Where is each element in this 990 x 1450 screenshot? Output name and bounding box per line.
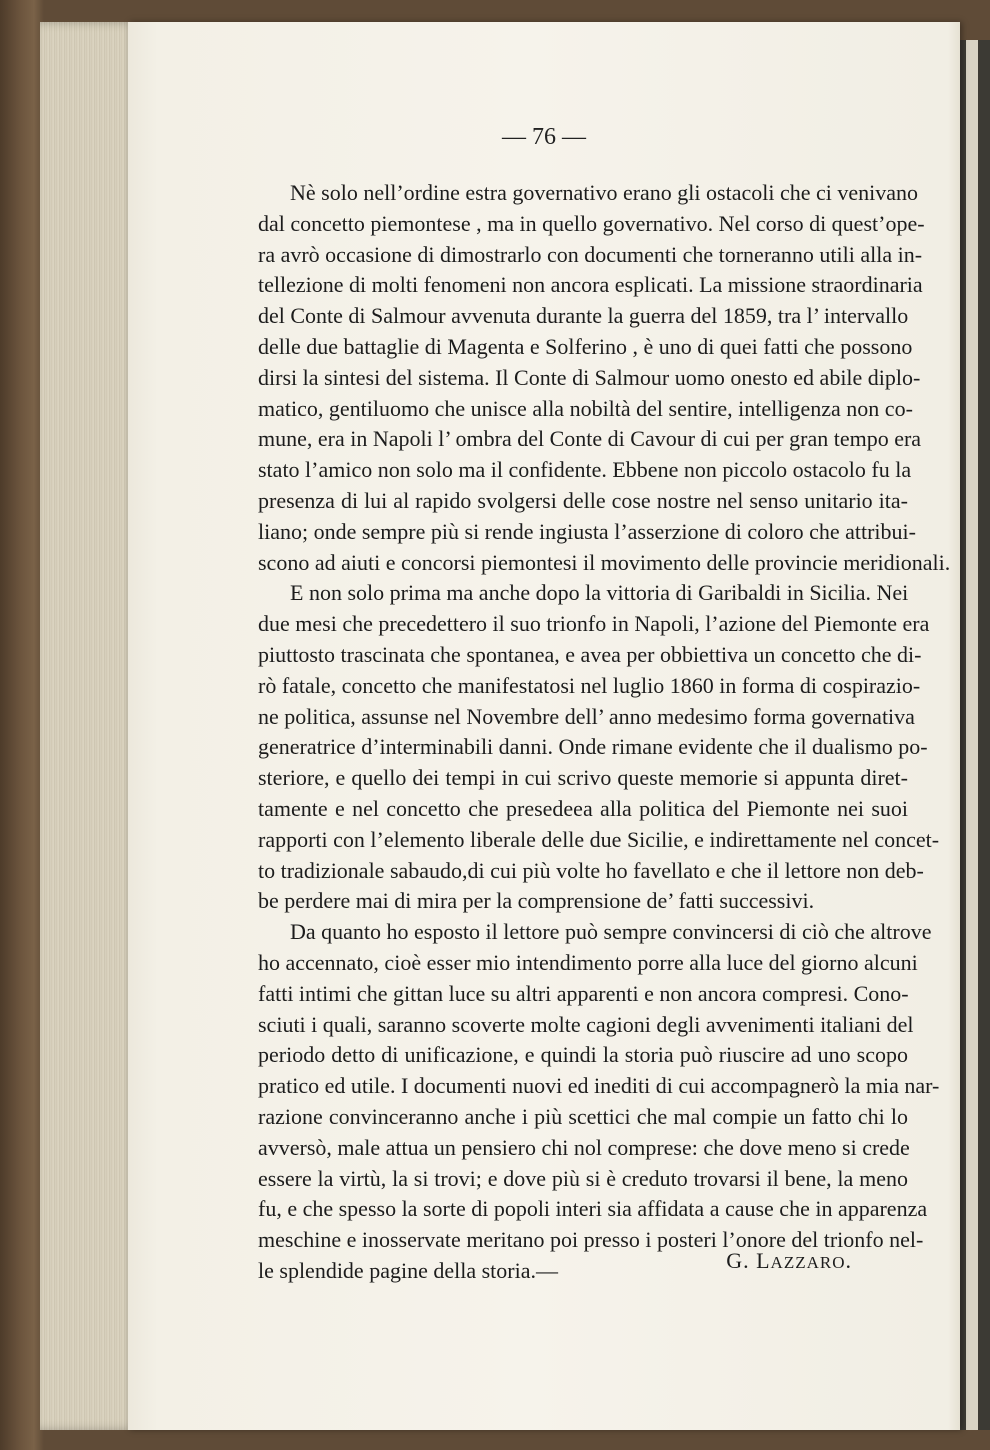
text-line: be perdere mai di mira per la comprensione de’ fatti successivi. [258,888,815,914]
paragraph [258,917,940,1287]
page-number: — 76 — [502,124,586,150]
signature-trailing: . [845,1248,852,1273]
text-line: fu, e che spesso la sorte di popoli interi sia affidata a cause che in apparenza [258,1196,928,1222]
text-line: ho accennato, cioè esser mio intendimento porre alla luce del giorno alcuni [258,949,918,975]
text-line: le splendide pagine della storia.— [258,1257,558,1283]
text-line: essere la virtù, la si trovi; e dove più si è creduto trovarsi il bene, la meno [258,1165,908,1191]
book-page [128,22,960,1430]
text-line: E non solo prima ma anche dopo la vittoria di Garibaldi in Sicilia. Nei [290,580,909,606]
text-line: rò fatale, concetto che manifestatosi nel luglio 1860 in forma di cospirazio- [258,672,921,698]
author-signature [726,1248,852,1274]
text-line: to tradizionale sabaudo,di cui più volte ho favellato e che il lettore non deb- [258,857,924,883]
text-line: tellezione di molti fenomeni non ancora esplicati. La missione straordinaria [258,272,923,298]
text-line: pratico ed utile. I documenti nuovi ed inediti di cui accompagnerò la mia nar- [258,1073,940,1099]
text-line: Nè solo nell’ordine estra governativo erano gli ostacoli che ci venivano [290,180,919,205]
text-line: stato l’amico non solo ma il confidente. Ebbene non piccolo ostacolo fu la [258,457,912,483]
text-line: due mesi che precedettero il suo trionfo in Napoli, l’azione del Piemonte era [258,611,930,637]
text-line: steriore, e quello dei tempi in cui scrivo queste memorie si appunta diret- [258,765,908,791]
signature-surname-first: L [756,1248,771,1273]
right-cover [960,40,990,1430]
paragraph [258,178,951,578]
text-line: presenza di lui al rapido svolgersi delle cose nostre nel senso unitario ita- [258,487,908,513]
signature-surname-rest: AZZARO [770,1253,846,1272]
text-line: mune, era in Napoli l’ ombra del Conte di Cavour di cui per gran tempo era [258,426,922,452]
text-line: fatti intimi che gittan luce su altri apparenti e non ancora compresi. Cono- [258,980,909,1006]
body-text [258,178,951,1287]
text-line: avversò, male attua un pensiero chi nol comprese: che dove meno si crede [258,1134,910,1160]
text-line: meschine e inosservate meritano poi presso i posteri l’onore del trionfo nel- [258,1227,924,1253]
text-line: sciuti i quali, saranno scoverte molte cagioni degli avvenimenti italiani del [258,1011,914,1037]
text-line: generatrice d’interminabili danni. Onde rimane evidente che il dualismo po- [258,734,928,760]
cover-strip [966,40,978,1430]
text-line: piuttosto trascinata che spontanea, e avea per obbiettiva un concetto che di- [258,641,922,667]
page-stack-edge [40,22,140,1430]
text-line: rapporti con l’elemento liberale delle due Sicilie, e indirettamente nel concet- [258,826,940,852]
text-line: tamente e nel concetto che presedeea alla politica del Piemonte nei suoi [258,795,908,821]
text-line: matico, gentiluomo che unisce alla nobiltà del sentire, intelligenza non co- [258,395,913,421]
text-line: del Conte di Salmour avvenuta durante la guerra del 1859, tra l’ intervallo [258,303,909,329]
text-line: ra avrò occasione di dimostrarlo con documenti che torneranno utili alla in- [258,241,923,267]
text-line: dirsi la sintesi del sistema. Il Conte di Salmour uomo onesto ed abile diplo- [258,364,921,390]
text-line: delle due battaglie di Magenta e Solferino , è uno di quei fatti che possono [258,333,913,359]
text-line: periodo detto di unificazione, e quindi la storia può riuscire ad uno scopo [258,1042,908,1068]
text-line: Da quanto ho esposto il lettore può sempre convincersi di ciò che altrove [290,919,932,945]
text-line: scono ad aiuti e concorsi piemontesi il movimento delle provincie meridionali. [258,549,951,575]
text-line: dal concetto piemontese , ma in quello governativo. Nel corso di quest’ope- [258,210,925,236]
text-line: razione convinceranno anche i più scettici che mal compie un fatto chi lo [258,1103,908,1129]
text-line: liano; onde sempre più si rende ingiusta l’asserzione di coloro che attribui- [258,518,916,544]
paragraph [258,578,940,917]
text-line: ne politica, assunse nel Novembre dell’ anno medesimo forma governativa [258,703,915,729]
signature-initial: G. [726,1248,750,1273]
